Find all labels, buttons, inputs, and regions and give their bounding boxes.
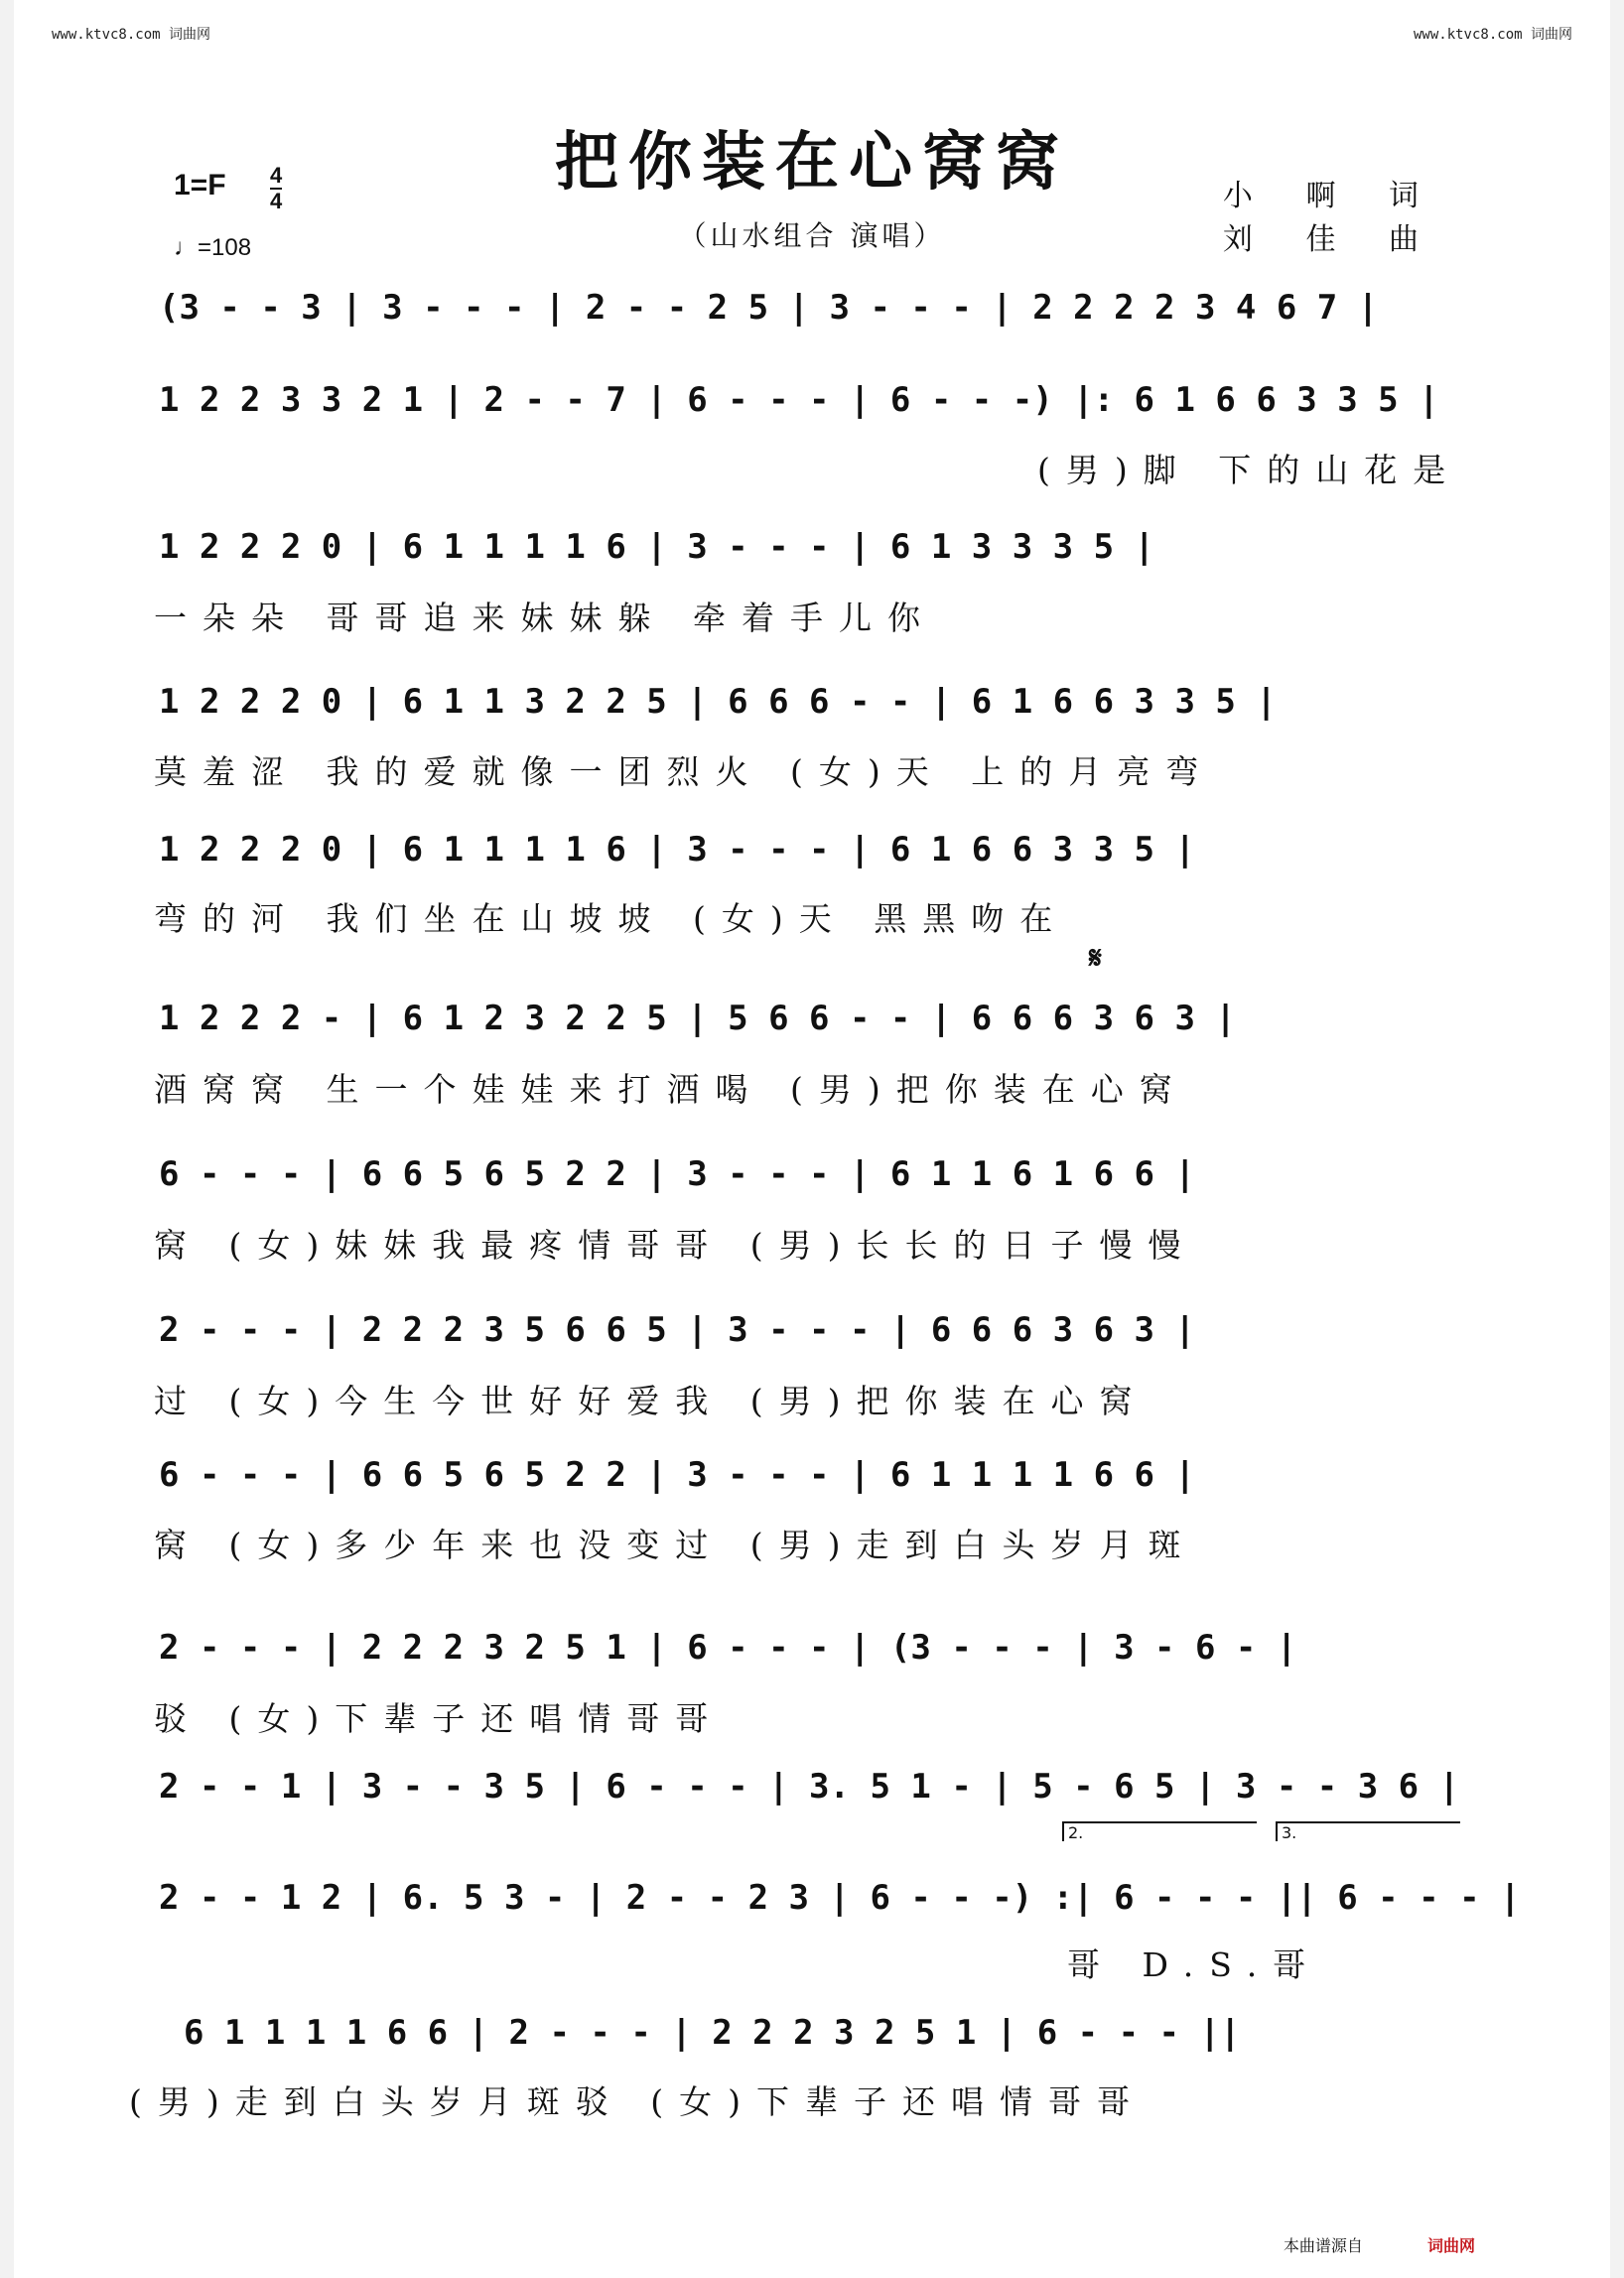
song-title: 把你装在心窝窝 [555,125,1069,200]
system-1-notes: (3 - - 3 | 3 - - - | 2 - - 2 5 | 3 - - - | 2 2 2 2 3 4 6 7 | [159,288,1379,328]
system-13-lyrics: (男)走到白头岁月斑驳 (女)下辈子还唱情哥哥 [129,2082,1146,2121]
system-3-notes: 1 2 2 2 0 | 6 1 1 1 1 6 | 3 - - - | 6 1 3 3 3 5 | [159,527,1155,567]
time-top: 4 [270,163,283,188]
footer [1284,2233,1475,2256]
left-margin-strip [0,0,14,2278]
site-header-left: www.ktvc8.com 词曲网 [52,27,211,43]
system-11-notes: 2 - - 1 | 3 - - 3 5 | 6 - - - | 3. 5 1 - | 5 - 6 5 | 3 - - 3 6 | [159,1767,1460,1807]
tempo-mark: ♩=108 [174,234,252,261]
system-5-lyrics: 弯的河 我们坐在山坡坡 (女)天 黑黑吻在 [154,899,1069,938]
system-10-notes: 2 - - - | 2 2 2 3 2 5 1 | 6 - - - | (3 - - - | 3 - 6 - | [159,1628,1297,1668]
volta-3-label: 3. [1282,1823,1297,1842]
system-13-notes: 6 1 1 1 1 6 6 | 2 - - - | 2 2 2 3 2 5 1 | 6 - - - || [184,2013,1241,2053]
song-subtitle: （山水组合 演唱） [678,219,946,252]
volta-2-label: 2. [1068,1823,1084,1842]
system-9-lyrics: 窝 (女)多少年来也没变过 (男)走到白头岁月斑 [154,1526,1197,1564]
key-signature: 1=F [174,169,226,201]
footer-brand-link[interactable]: 词曲网 [1426,2236,1475,2255]
system-2-notes: 1 2 2 3 3 2 1 | 2 - - 7 | 6 - - - | 6 - - -) |: 6 1 6 6 3 3 5 | [159,380,1439,420]
system-4-lyrics: 莫羞涩 我的爱就像一团烈火 (女)天 上的月亮弯 [154,752,1215,791]
footer-source: 本曲谱源自 [1283,2236,1363,2255]
system-8-lyrics: 过 (女)今生今世好好爱我 (男)把你装在心窝 [154,1382,1149,1420]
system-6-notes: 1 2 2 2 - | 6 1 2 3 2 2 5 | 5 6 6 - - | 6 6 6 3 6 3 | [159,999,1236,1038]
volta-2-bracket [1062,1821,1257,1841]
segno-sign: 𝄋 [1089,941,1102,976]
system-2-lyrics: (男)脚 下的山花是 [1037,451,1462,489]
system-8-notes: 2 - - - | 2 2 2 3 5 6 6 5 | 3 - - - | 6 6 6 3 6 3 | [159,1310,1195,1350]
volta-3-bracket [1276,1821,1460,1841]
system-3-lyrics: 一朵朵 哥哥追来妹妹躲 牵着手儿你 [154,599,936,637]
system-6-lyrics: 酒窝窝 生一个娃娃来打酒喝 (男)把你装在心窝 [154,1070,1188,1109]
lyricist: 小 啊 词 [1222,179,1440,213]
system-7-lyrics: 窝 (女)妹妹我最疼情哥哥 (男)长长的日子慢慢 [154,1226,1197,1265]
system-10-lyrics: 驳 (女)下辈子还唱情哥哥 [154,1699,725,1738]
system-5-notes: 1 2 2 2 0 | 6 1 1 1 1 6 | 3 - - - | 6 1 6 6 3 3 5 | [159,830,1195,870]
system-7-notes: 6 - - - | 6 6 5 6 5 2 2 | 3 - - - | 6 1 1 6 1 6 6 | [159,1154,1195,1194]
system-12-notes: 2 - - 1 2 | 6. 5 3 - | 2 - - 2 3 | 6 - - -) :| 6 - - - || 6 - - - | [159,1878,1521,1918]
site-header-right: www.ktvc8.com 词曲网 [1413,27,1572,43]
composer: 刘 佳 曲 [1222,222,1440,257]
time-signature [270,165,282,212]
time-bottom: 4 [270,189,283,213]
system-12-lyrics: 哥 D.S.哥 [1067,1945,1322,1984]
system-9-notes: 6 - - - | 6 6 5 6 5 2 2 | 3 - - - | 6 1 1 1 1 6 6 | [159,1455,1195,1495]
right-margin-strip [1610,0,1624,2278]
system-4-notes: 1 2 2 2 0 | 6 1 1 3 2 2 5 | 6 6 6 - - | 6 1 6 6 3 3 5 | [159,682,1277,722]
